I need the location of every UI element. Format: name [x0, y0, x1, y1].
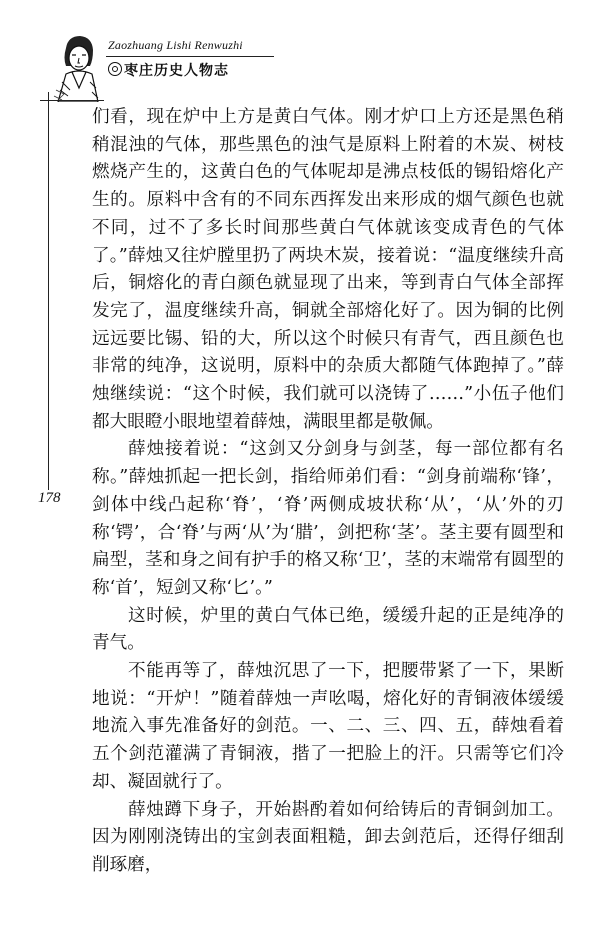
- header-chinese-title: [108, 60, 229, 80]
- circle-mark-icon: [108, 62, 122, 76]
- header-rule: [106, 56, 274, 57]
- paragraph: 这时候，炉里的黄白气体已绝，缓缓升起的正是纯净的青气。: [92, 605, 564, 654]
- paragraph: 们看，现在炉中上方是黄白气体。刚才炉口上方还是黑色稍稍混浊的气体，那些黑色的浊气是原料上附着的木炭、树枝燃烧产生的，这黄白色的气体呢却是沸点枝低的锡铅熔化产生的。原料中含有的不同东西挥发出来形成的烟气颜色也就不同，过不了多长时间那些黄白气体就该变成青色的气体了。”薛烛又往炉膛里扔了两块木炭，接着说：“温度继续升高后，铜熔化的青白颜色就显现了出来，等到青白气体全部挥发完了，温度继续升高，铜就全部熔化好了。因为铜的比例远远要比锡、铅的大，所以这个时候只有青气，西且颜色也非常的纯净，这说明，原料中的杂质大都随气体跑掉了。”薛烛继续说：“这个时候，我们就可以浇铸了……”小伍子他们都大眼瞪小眼地望着薛烛，满眼里都是敬佩。: [92, 107, 564, 432]
- paragraph: 薛烛蹲下身子，开始斟酌着如何给铸后的青铜剑加工。因为刚刚浇铸出的宝剑表面粗糙，卸去剑范后，还得仔细刮削琢磨，: [92, 799, 564, 875]
- header-english-title: Zaozhuang Lishi Renwuzhi: [108, 38, 243, 52]
- page-number: 178: [38, 490, 61, 506]
- author-portrait-icon: [52, 30, 102, 102]
- body-text: [92, 104, 564, 880]
- margin-rule: [48, 92, 49, 490]
- paragraph: 薛烛接着说：“这剑又分剑身与剑茎，每一部位都有名称。”薛烛抓起一把长剑，指给师弟们看：“剑身前端称‘锋’，剑体中线凸起称‘脊’，‘脊’两侧成坡状称‘从’，‘从’外的刃称‘锷’，合‘脊’与两‘从’为‘腊’，剑把称‘茎’。茎主要有圆型和扁型，茎和身之间有护手的格又称‘卫’，茎的末端常有圆型的称‘首’，短剑又称‘匕’。”: [92, 439, 564, 598]
- header-chinese-title-text: 枣庄历史人物志: [124, 63, 229, 79]
- paragraph: 不能再等了，薛烛沉思了一下，把腰带紧了一下，果断地说：“开炉！”随着薛烛一声吆喝，熔化好的青铜液体缓缓地流入事先准备好的剑范。一、二、三、四、五，薛烛看着五个剑范灌满了青铜液，揩了一把脸上的汗。只需等它们冷却、凝固就行了。: [92, 661, 564, 792]
- header-divider: [40, 100, 104, 101]
